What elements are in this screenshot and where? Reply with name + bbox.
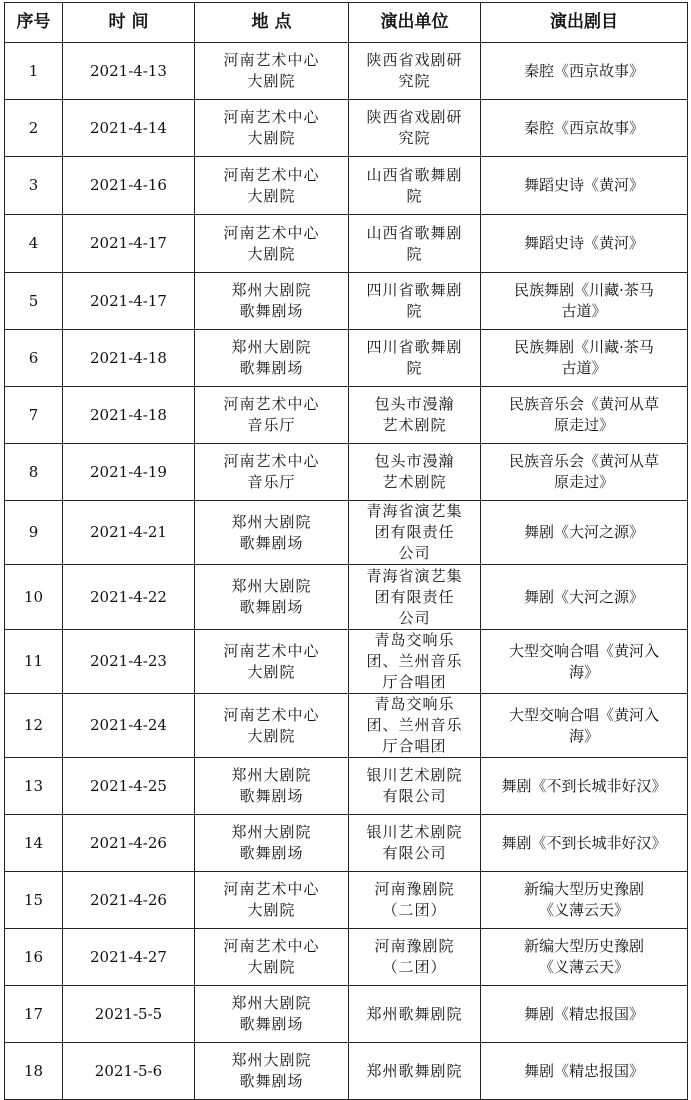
row-troupe-line: 河南豫剧院 bbox=[374, 937, 455, 955]
row-troupe-line: 青岛交响乐 bbox=[374, 631, 455, 649]
row-venue-line: 大剧院 bbox=[247, 72, 296, 90]
table-row bbox=[5, 100, 688, 157]
row-venue-line: 河南艺术中心 bbox=[223, 51, 320, 69]
row-show bbox=[481, 501, 688, 565]
row-venue-line: 郑州大剧院 bbox=[231, 766, 312, 784]
row-venue bbox=[195, 758, 349, 815]
header-row bbox=[5, 3, 688, 43]
table-row bbox=[5, 387, 688, 444]
row-venue bbox=[195, 501, 349, 565]
table-row bbox=[5, 43, 688, 100]
row-troupe bbox=[349, 100, 481, 157]
row-show-line: 古道》 bbox=[561, 359, 607, 377]
row-venue-line: 大剧院 bbox=[247, 244, 296, 263]
row-troupe-line: （二团） bbox=[382, 901, 447, 919]
row-troupe-line: 团、兰州音乐 bbox=[366, 716, 463, 734]
row-venue-line: 歌舞剧场 bbox=[239, 1015, 304, 1033]
row-troupe bbox=[349, 43, 481, 100]
row-number: 18 bbox=[5, 1043, 63, 1100]
row-show bbox=[481, 565, 688, 630]
row-troupe-line: 团有限责任 bbox=[374, 587, 455, 606]
row-troupe-line: 有限公司 bbox=[382, 844, 447, 862]
row-troupe bbox=[349, 565, 481, 630]
row-venue-line: 河南艺术中心 bbox=[223, 641, 320, 660]
row-troupe-line: 究院 bbox=[398, 72, 431, 90]
header-date: 时 间 bbox=[63, 3, 195, 43]
row-venue-line: 郑州大剧院 bbox=[231, 1051, 312, 1069]
row-troupe-line: 河南豫剧院 bbox=[374, 880, 455, 898]
row-show-line: 舞剧《精忠报国》 bbox=[523, 1004, 644, 1023]
row-number: 7 bbox=[5, 387, 63, 444]
row-date: 2021-4-14 bbox=[63, 100, 195, 157]
row-venue-line: 郑州大剧院 bbox=[231, 577, 312, 595]
row-show bbox=[481, 1043, 688, 1100]
row-venue-line: 音乐厅 bbox=[247, 473, 296, 491]
row-venue-line: 河南艺术中心 bbox=[223, 395, 320, 413]
table-row bbox=[5, 758, 688, 815]
row-venue-line: 大剧院 bbox=[247, 129, 296, 147]
row-show-line: 大型交响合唱《黄河入 bbox=[508, 705, 659, 724]
row-show bbox=[481, 387, 688, 444]
row-venue bbox=[195, 565, 349, 630]
row-venue-line: 歌舞剧场 bbox=[239, 302, 304, 320]
table-row bbox=[5, 215, 688, 273]
row-troupe bbox=[349, 330, 481, 387]
row-venue-line: 郑州大剧院 bbox=[231, 281, 312, 299]
table-row bbox=[5, 986, 688, 1043]
table-row bbox=[5, 872, 688, 929]
row-venue-line: 郑州大剧院 bbox=[231, 823, 312, 841]
row-date: 2021-4-24 bbox=[63, 694, 195, 758]
row-venue bbox=[195, 986, 349, 1043]
row-number: 8 bbox=[5, 444, 63, 501]
row-show bbox=[481, 273, 688, 330]
row-troupe-line: 郑州歌舞剧院 bbox=[366, 1061, 463, 1080]
row-venue bbox=[195, 387, 349, 444]
row-troupe-line: 山西省歌舞剧 bbox=[366, 223, 463, 242]
table-row bbox=[5, 1043, 688, 1100]
row-show bbox=[481, 929, 688, 986]
row-show-line: 秦腔《西京故事》 bbox=[523, 61, 644, 80]
row-date: 2021-4-25 bbox=[63, 758, 195, 815]
row-troupe-line: 四川省歌舞剧 bbox=[366, 338, 463, 356]
row-troupe-line: 包头市漫瀚 bbox=[374, 452, 455, 470]
row-troupe-line: 团、兰州音乐 bbox=[366, 652, 463, 670]
row-venue-line: 歌舞剧场 bbox=[239, 787, 304, 805]
row-venue-line: 大剧院 bbox=[247, 662, 296, 681]
row-troupe-line: 四川省歌舞剧 bbox=[366, 281, 463, 299]
row-venue bbox=[195, 929, 349, 986]
row-venue-line: 歌舞剧场 bbox=[239, 598, 304, 616]
row-venue bbox=[195, 100, 349, 157]
row-venue bbox=[195, 157, 349, 215]
row-venue bbox=[195, 694, 349, 758]
row-troupe bbox=[349, 929, 481, 986]
row-troupe-line: 院 bbox=[406, 359, 423, 377]
row-troupe-line: 团有限责任 bbox=[374, 523, 455, 541]
row-number: 16 bbox=[5, 929, 63, 986]
row-show-line: 舞剧《不到长城非好汉》 bbox=[501, 833, 667, 852]
row-date: 2021-5-6 bbox=[63, 1043, 195, 1100]
row-troupe-line: 陕西省戏剧研 bbox=[366, 108, 463, 126]
row-venue-line: 河南艺术中心 bbox=[223, 880, 320, 898]
row-show-line: 舞剧《不到长城非好汉》 bbox=[501, 776, 667, 795]
row-date: 2021-4-17 bbox=[63, 215, 195, 273]
row-troupe bbox=[349, 986, 481, 1043]
row-venue bbox=[195, 43, 349, 100]
row-troupe bbox=[349, 444, 481, 501]
row-troupe-line: 公司 bbox=[398, 608, 431, 627]
row-venue-line: 大剧院 bbox=[247, 726, 296, 745]
row-date: 2021-4-18 bbox=[63, 387, 195, 444]
row-number: 14 bbox=[5, 815, 63, 872]
row-troupe bbox=[349, 1043, 481, 1100]
row-number: 1 bbox=[5, 43, 63, 100]
row-number: 4 bbox=[5, 215, 63, 273]
row-venue-line: 河南艺术中心 bbox=[223, 165, 320, 184]
row-show-line: 秦腔《西京故事》 bbox=[523, 118, 644, 137]
row-date: 2021-5-5 bbox=[63, 986, 195, 1043]
row-date: 2021-4-26 bbox=[63, 815, 195, 872]
row-venue-line: 河南艺术中心 bbox=[223, 108, 320, 126]
row-show-line: 原走过》 bbox=[553, 473, 614, 491]
row-troupe-line: 公司 bbox=[398, 544, 431, 562]
row-venue-line: 大剧院 bbox=[247, 901, 296, 919]
row-date: 2021-4-22 bbox=[63, 565, 195, 630]
row-troupe-line: 究院 bbox=[398, 129, 431, 147]
table-row bbox=[5, 273, 688, 330]
row-troupe-line: 山西省歌舞剧 bbox=[366, 165, 463, 184]
row-show-line: 新编大型历史豫剧 bbox=[523, 937, 644, 955]
table-row bbox=[5, 815, 688, 872]
table-row bbox=[5, 694, 688, 758]
row-number: 2 bbox=[5, 100, 63, 157]
row-show-line: 民族舞剧《川藏·茶马 bbox=[514, 281, 654, 299]
row-venue-line: 大剧院 bbox=[247, 958, 296, 976]
row-troupe-line: 艺术剧院 bbox=[382, 473, 447, 491]
row-troupe bbox=[349, 872, 481, 929]
header-venue: 地 点 bbox=[195, 3, 349, 43]
row-troupe-line: 包头市漫瀚 bbox=[374, 395, 455, 413]
row-show-line: 舞蹈史诗《黄河》 bbox=[523, 234, 644, 252]
row-troupe bbox=[349, 758, 481, 815]
row-troupe-line: 厅合唱团 bbox=[382, 737, 447, 755]
row-venue-line: 郑州大剧院 bbox=[231, 338, 312, 356]
row-venue-line: 歌舞剧场 bbox=[239, 1072, 304, 1090]
row-venue-line: 郑州大剧院 bbox=[231, 512, 312, 531]
row-show-line: 民族舞剧《川藏·茶马 bbox=[514, 338, 654, 356]
row-number: 12 bbox=[5, 694, 63, 758]
row-number: 5 bbox=[5, 273, 63, 330]
row-show-line: 民族音乐会《黄河从草 bbox=[508, 395, 659, 413]
row-troupe bbox=[349, 815, 481, 872]
row-venue bbox=[195, 273, 349, 330]
row-troupe-line: 青岛交响乐 bbox=[374, 695, 455, 713]
row-troupe-line: 院 bbox=[406, 244, 423, 263]
row-show-line: 舞剧《大河之源》 bbox=[523, 523, 644, 541]
row-troupe-line: 郑州歌舞剧院 bbox=[366, 1004, 463, 1023]
row-troupe bbox=[349, 215, 481, 273]
row-show bbox=[481, 157, 688, 215]
row-show-line: 舞剧《精忠报国》 bbox=[523, 1061, 644, 1080]
row-troupe-line: 青海省演艺集 bbox=[366, 502, 463, 520]
row-date: 2021-4-13 bbox=[63, 43, 195, 100]
row-troupe-line: 厅合唱团 bbox=[382, 673, 447, 691]
row-show bbox=[481, 758, 688, 815]
table-row bbox=[5, 157, 688, 215]
row-venue-line: 河南艺术中心 bbox=[223, 937, 320, 955]
table-row bbox=[5, 501, 688, 565]
row-venue bbox=[195, 215, 349, 273]
row-venue-line: 歌舞剧场 bbox=[239, 359, 304, 377]
row-number: 9 bbox=[5, 501, 63, 565]
row-show bbox=[481, 330, 688, 387]
row-troupe-line: 银川艺术剧院 bbox=[366, 766, 463, 784]
row-troupe bbox=[349, 694, 481, 758]
performance-schedule-table bbox=[4, 2, 688, 1100]
row-venue-line: 歌舞剧场 bbox=[239, 844, 304, 862]
row-troupe-line: 银川艺术剧院 bbox=[366, 823, 463, 841]
row-venue bbox=[195, 815, 349, 872]
row-show bbox=[481, 630, 688, 694]
row-troupe bbox=[349, 630, 481, 694]
row-show-line: 原走过》 bbox=[553, 416, 614, 434]
row-show-line: 《义薄云天》 bbox=[538, 901, 629, 919]
row-venue bbox=[195, 330, 349, 387]
row-number: 13 bbox=[5, 758, 63, 815]
table-row bbox=[5, 565, 688, 630]
header-number: 序号 bbox=[5, 3, 63, 43]
row-troupe bbox=[349, 157, 481, 215]
row-number: 15 bbox=[5, 872, 63, 929]
table-row bbox=[5, 330, 688, 387]
row-show-line: 新编大型历史豫剧 bbox=[523, 880, 644, 898]
row-troupe-line: 院 bbox=[406, 186, 423, 205]
row-show bbox=[481, 444, 688, 501]
row-show-line: 大型交响合唱《黄河入 bbox=[508, 641, 659, 660]
row-show bbox=[481, 43, 688, 100]
row-venue-line: 郑州大剧院 bbox=[231, 994, 312, 1012]
row-troupe bbox=[349, 273, 481, 330]
row-date: 2021-4-16 bbox=[63, 157, 195, 215]
row-venue-line: 音乐厅 bbox=[247, 416, 296, 434]
row-show bbox=[481, 986, 688, 1043]
row-show-line: 海》 bbox=[568, 726, 599, 745]
row-date: 2021-4-26 bbox=[63, 872, 195, 929]
header-show: 演出剧目 bbox=[481, 3, 688, 43]
row-troupe-line: 有限公司 bbox=[382, 787, 447, 805]
row-date: 2021-4-19 bbox=[63, 444, 195, 501]
row-number: 10 bbox=[5, 565, 63, 630]
row-troupe-line: 院 bbox=[406, 302, 423, 320]
row-date: 2021-4-18 bbox=[63, 330, 195, 387]
row-troupe-line: （二团） bbox=[382, 958, 447, 976]
row-show-line: 舞蹈史诗《黄河》 bbox=[523, 176, 644, 194]
row-show bbox=[481, 215, 688, 273]
row-troupe bbox=[349, 501, 481, 565]
row-venue bbox=[195, 444, 349, 501]
row-show-line: 民族音乐会《黄河从草 bbox=[508, 452, 659, 470]
row-show-line: 《义薄云天》 bbox=[538, 958, 629, 976]
table-row bbox=[5, 630, 688, 694]
row-troupe-line: 陕西省戏剧研 bbox=[366, 51, 463, 69]
row-show bbox=[481, 872, 688, 929]
row-show-line: 古道》 bbox=[561, 302, 607, 320]
row-venue-line: 河南艺术中心 bbox=[223, 705, 320, 724]
table-row bbox=[5, 444, 688, 501]
row-date: 2021-4-17 bbox=[63, 273, 195, 330]
row-troupe-line: 青海省演艺集 bbox=[366, 566, 463, 585]
row-date: 2021-4-27 bbox=[63, 929, 195, 986]
row-number: 6 bbox=[5, 330, 63, 387]
row-show-line: 舞剧《大河之源》 bbox=[523, 587, 644, 606]
row-number: 3 bbox=[5, 157, 63, 215]
row-venue-line: 歌舞剧场 bbox=[239, 533, 304, 552]
row-troupe-line: 艺术剧院 bbox=[382, 416, 447, 434]
row-venue bbox=[195, 630, 349, 694]
row-venue-line: 河南艺术中心 bbox=[223, 452, 320, 470]
row-number: 11 bbox=[5, 630, 63, 694]
row-show bbox=[481, 815, 688, 872]
row-show-line: 海》 bbox=[568, 662, 599, 681]
row-date: 2021-4-23 bbox=[63, 630, 195, 694]
row-show bbox=[481, 694, 688, 758]
header-troupe: 演出单位 bbox=[349, 3, 481, 43]
row-venue-line: 河南艺术中心 bbox=[223, 223, 320, 242]
row-venue bbox=[195, 1043, 349, 1100]
row-number: 17 bbox=[5, 986, 63, 1043]
row-troupe bbox=[349, 387, 481, 444]
row-show bbox=[481, 100, 688, 157]
table-body bbox=[5, 43, 688, 1100]
table-row bbox=[5, 929, 688, 986]
row-date: 2021-4-21 bbox=[63, 501, 195, 565]
row-venue-line: 大剧院 bbox=[247, 186, 296, 205]
row-venue bbox=[195, 872, 349, 929]
